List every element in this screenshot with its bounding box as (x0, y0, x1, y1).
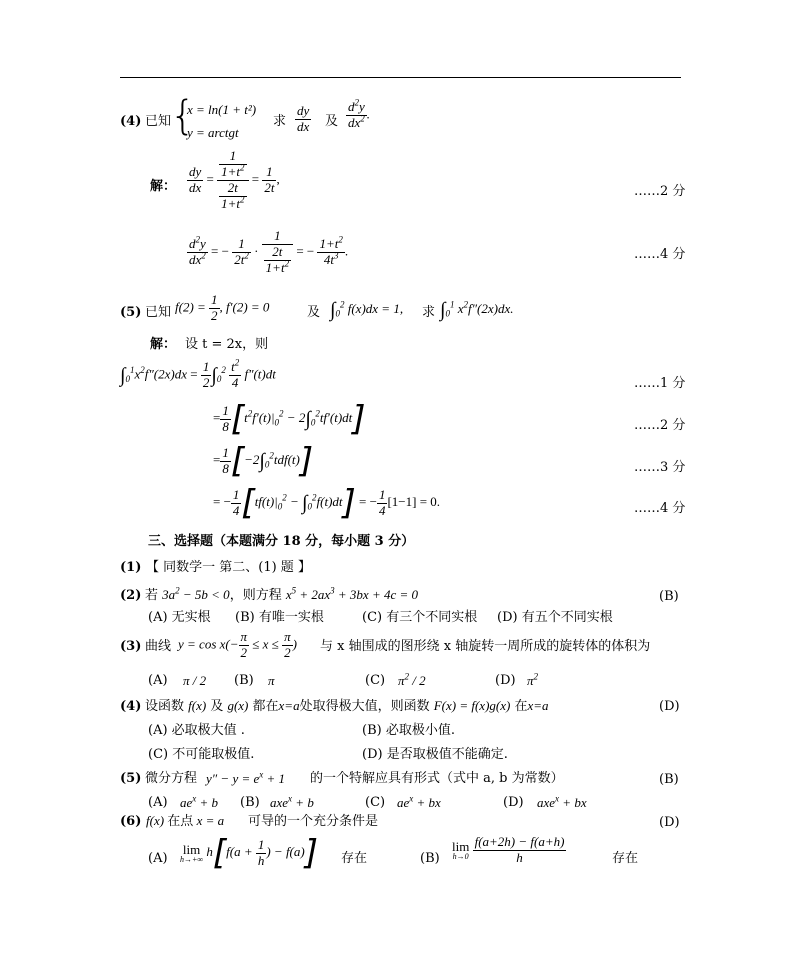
mc5-label-d: (D) (503, 795, 524, 810)
q4-sys-1: x = ln(1 + t²) (187, 102, 257, 117)
mc3-label-d: (D) (495, 673, 516, 688)
mc2-option-a: (A) 无实根 (148, 610, 211, 625)
q4-d2ydx2: $\frac{d^2y}{dx^2}$ . (348, 97, 371, 130)
mc3-option-d: $\pi^2$ (527, 671, 539, 688)
mc6-option-a: lim h→+∞ h[f(a + $\frac{1}{h}$ ) − f(a)] (180, 833, 318, 873)
q4-score-2: ……2 分 (634, 184, 686, 199)
mc6-stem-math: f(x) 在点 x = a (146, 813, 225, 828)
mc2-option-c: (C) 有三个不同实根 (362, 610, 478, 625)
section-3-title: 三、选择题（本题满分 18 分，每小题 3 分） (148, 534, 415, 549)
mc3-pre: 曲线 (145, 639, 172, 654)
q4-sys-2: y = arctgt (187, 125, 239, 140)
mc3-curve: y = cos x(− $\frac{\pi}{2}$ ≤ x ≤ $\frac{\pi}{2}$ ) (178, 629, 297, 660)
q5-ask: 求 (422, 305, 436, 320)
q4-ask: 求 (273, 114, 287, 129)
q5-score-3: ……3 分 (634, 460, 686, 475)
mc5-label-b: (B) (240, 795, 260, 810)
mc5-option-c: $ae^x$ + bx (397, 793, 441, 810)
q5-cond: f(2) = $\frac{1}{2}$ , f′(2) = 0 (175, 292, 270, 323)
q4-step-2: $\frac{d^2y}{dx^2}$ = − $\frac{1}{2t^2}$ · $\frac{1}{\frac{2t}{1+t^2}}$ = − $\frac{1+t^2}{4t^3}$ . (189, 228, 349, 275)
q5-substitution: 设 t = 2x，则 (185, 337, 269, 352)
top-rule (120, 77, 681, 78)
mc2-option-b: (B) 有唯一实根 (235, 610, 324, 625)
q5-solve: 解： (150, 337, 177, 352)
mc3-label-c: (C) (365, 673, 386, 688)
mc2-option-d: (D) 有五个不同实根 (497, 610, 613, 625)
q4-number: (4) (120, 114, 142, 129)
mc3-post: 与 x 轴围成的图形绕 x 轴旋转一周所成的旋转体的体积为 (320, 639, 651, 654)
q4-and: 及 (325, 114, 339, 129)
q4-score-4: ……4 分 (634, 247, 686, 262)
mc3-option-a: π / 2 (183, 673, 207, 688)
mc6-label-a: (A) (148, 851, 168, 866)
mc5-number: (5) (120, 771, 142, 786)
mc6-exist-a: 存在 (341, 851, 368, 866)
mc3-label-a: (A) (148, 673, 168, 688)
mc2-number: (2) (120, 588, 142, 603)
mc5-answer: (B) (659, 772, 679, 787)
mc4-option-b: (B) 必取极小值. (362, 723, 455, 738)
q5-number: (5) (120, 305, 142, 320)
mc5-post: 的一个特解应具有形式（式中 a, b 为常数） (310, 771, 564, 786)
mc1-text: 【 同数学一 第二、(1) 题 】 (146, 560, 311, 575)
mc1-number: (1) (120, 560, 142, 575)
q5-step-3: = $\frac{1}{8}$ $[-2\int_0^2tdf(t)]$ (213, 441, 314, 481)
q5-score-2: ……2 分 (634, 418, 686, 433)
q5-int-cond: $\int_0^2$ f(x)dx = 1, (330, 299, 404, 321)
mc4-option-d: (D) 是否取极值不能确定. (362, 747, 508, 762)
mc6-exist-b: 存在 (612, 851, 639, 866)
mc3-label-b: (B) (234, 673, 254, 688)
mc6-answer: (D) (659, 815, 680, 830)
mc4-number: (4) (120, 699, 142, 714)
mc3-number: (3) (120, 639, 142, 654)
q5-and: 及 (307, 305, 321, 320)
q5-given: 已知 (145, 305, 172, 320)
mc5-option-a: $ae^x + b$ (180, 793, 219, 810)
mc4-answer: (D) (659, 699, 680, 714)
mc6-label-b: (B) (420, 851, 440, 866)
q5-step-1: $\int_0^1x^2f''(2x)dx$ = $\frac{1}{2}$ $\int_0^2$ $\frac{t^2}{4}$ f″(t)dt (120, 357, 276, 390)
mc5-option-d: axe$^x$ + bx (537, 793, 587, 810)
mc3-option-c: $\pi^2 / 2$ (398, 671, 426, 688)
mc4-stem: 设函数 f(x) 及 g(x) 都在x=a处取得极大值，则函数 F(x) = f(x)g(x) 在x=a (145, 698, 549, 714)
q5-target: $\int_0^1$ $x^2f''(2x)dx$. (440, 299, 514, 321)
mc5-pre: 微分方程 (145, 771, 198, 786)
q5-score-4: ……4 分 (634, 501, 686, 516)
q4-brace: { (170, 93, 196, 139)
mc3-option-b: π (268, 673, 275, 688)
mc5-label-c: (C) (365, 795, 386, 810)
mc6-post: 可导的一个充分条件是 (248, 814, 379, 829)
q4-solve: 解： (150, 179, 177, 194)
q4-dydx: $\frac{dy}{dx}$ (297, 103, 310, 134)
q4-step-1: $\frac{dy}{dx}$ = $\frac{\frac{1}{1+t^2}}{\frac{2t}{1+t^2}}$ = $\frac{1}{2t}$ , (189, 148, 280, 211)
mc2-stem: 若 $3a^2 - 5b < 0$，则方程 $x^5 + 2ax^3 + 3bx + 4c = 0$ (145, 585, 419, 603)
q5-score-1: ……1 分 (634, 376, 686, 391)
mc4-option-a: (A) 必取极大值 . (148, 723, 245, 738)
mc5-label-a: (A) (148, 795, 168, 810)
q5-step-4: = − $\frac{1}{4}$ $[tf(t)|_0^2 - \int_0^2f(t)dt]$ = − $\frac{1}{4}$ [1−1] = 0. (213, 483, 441, 523)
mc5-option-b: axe$^x$ + b (270, 793, 314, 810)
mc2-answer: (B) (659, 589, 679, 604)
q5-step-2: = $\frac{1}{8}$ $[t^2f'(t)|_0^2 - 2\int_0^2tf'(t)dt]$ (213, 399, 366, 439)
mc5-equation: $y'' - y = e^x + 1$ (206, 769, 286, 786)
mc4-option-c: (C) 不可能取极值. (148, 747, 255, 762)
mc6-number: (6) (120, 814, 142, 829)
mc6-option-b: lim h→0 $\frac{f(a+2h) - f(a+h)}{h}$ (452, 834, 565, 865)
q4-given: 已知 (145, 114, 172, 129)
